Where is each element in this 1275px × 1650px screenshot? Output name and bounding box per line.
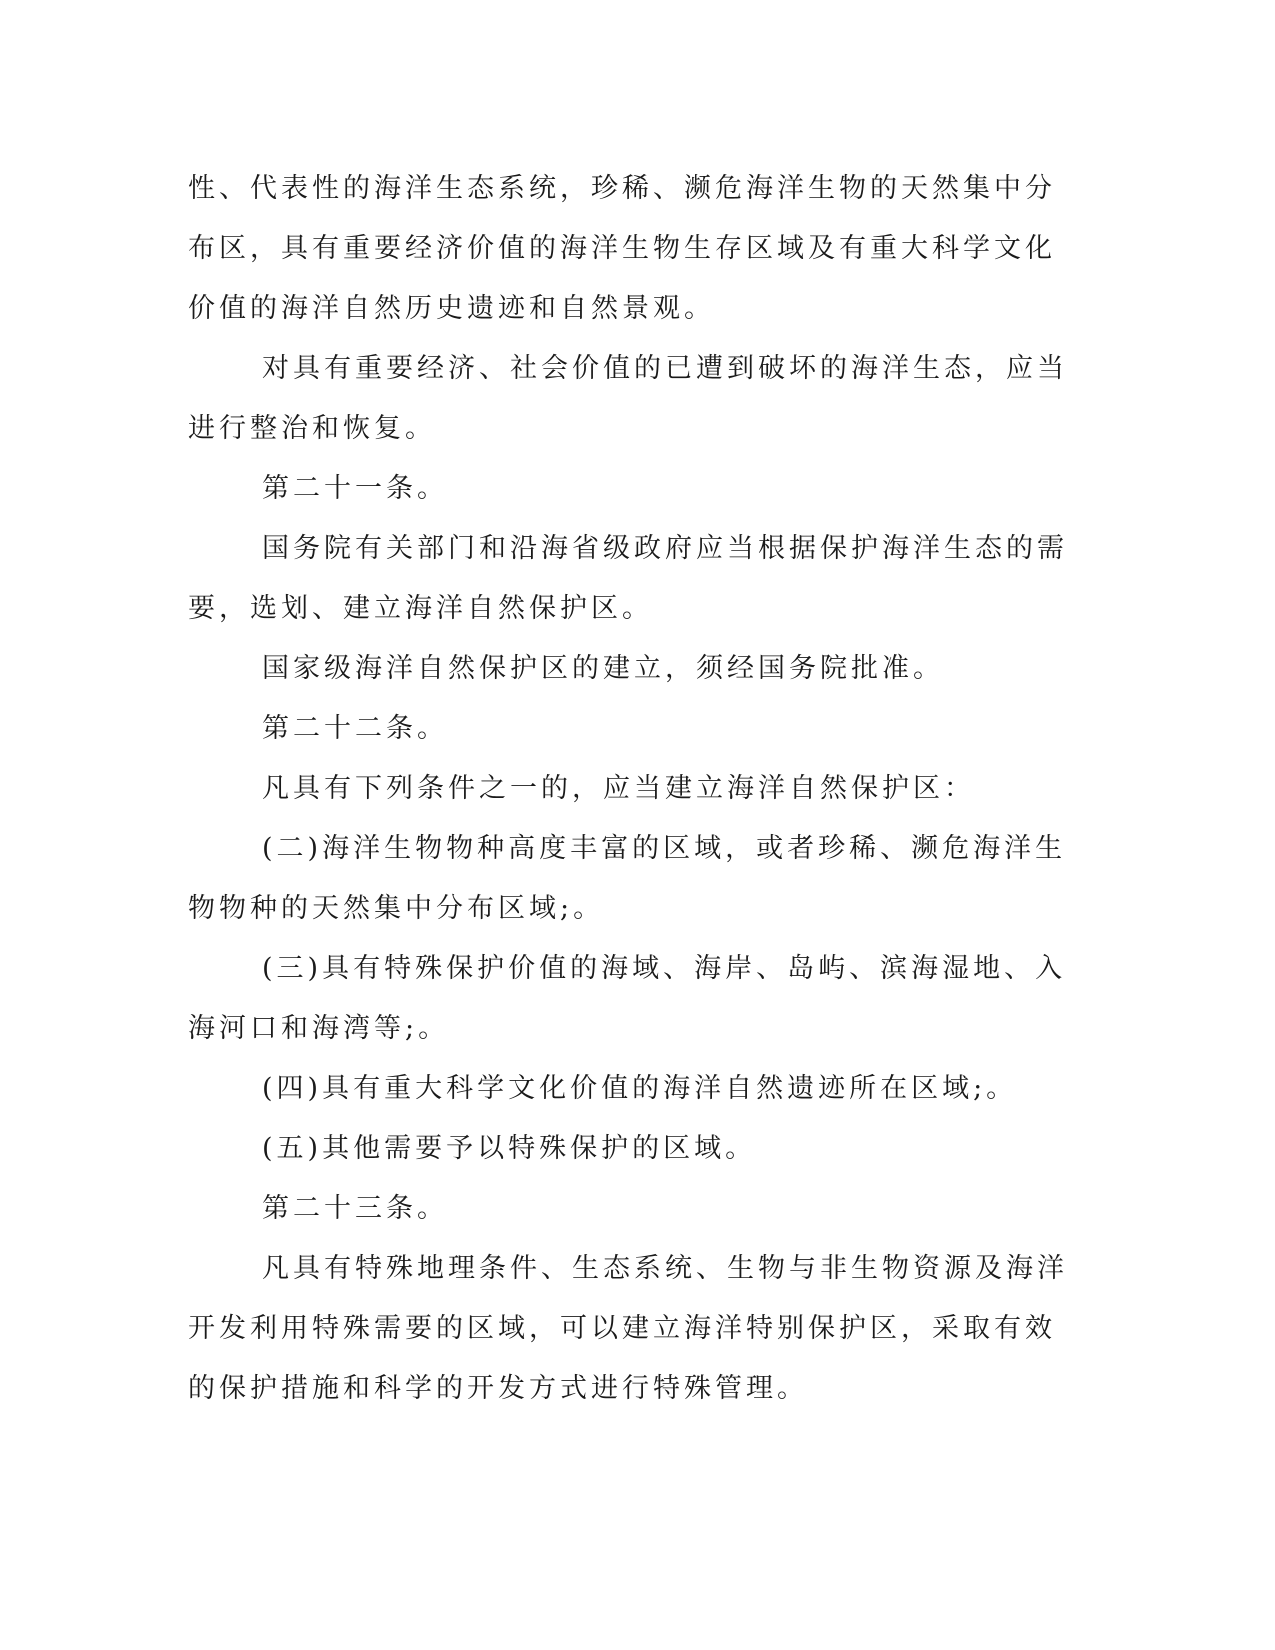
paragraph-article-21-2: 国家级海洋自然保护区的建立，须经国务院批准。 — [262, 653, 944, 684]
paragraph-continuation: 性、代表性的海洋生态系统，珍稀、濒危海洋生物的天然集中分布区，具有重要经济价值的海洋生物生存区域及有重大科学文化价值的海洋自然历史遗迹和自然景观。 — [188, 173, 1056, 324]
list-item-3: (三)具有特殊保护价值的海域、海岸、岛屿、滨海湿地、入海河口和海湾等;。 — [188, 953, 1067, 1044]
article-heading-22: 第二十二条。 — [262, 713, 448, 744]
paragraph-restoration: 对具有重要经济、社会价值的已遭到破坏的海洋生态，应当进行整治和恢复。 — [188, 353, 1068, 444]
document-body — [188, 159, 1068, 1419]
list-item-2: (二)海洋生物物种高度丰富的区域，或者珍稀、濒危海洋生物物种的天然集中分布区域;。 — [188, 833, 1067, 924]
list-item-5: (五)其他需要予以特殊保护的区域。 — [262, 1133, 757, 1164]
article-heading-21: 第二十一条。 — [262, 473, 448, 504]
paragraph-article-22-intro: 凡具有下列条件之一的，应当建立海洋自然保护区： — [262, 773, 975, 804]
paragraph-article-21-1: 国务院有关部门和沿海省级政府应当根据保护海洋生态的需要，选划、建立海洋自然保护区。 — [188, 533, 1068, 624]
list-item-4: (四)具有重大科学文化价值的海洋自然遗迹所在区域;。 — [262, 1073, 1018, 1104]
paragraph-article-23: 凡具有特殊地理条件、生态系统、生物与非生物资源及海洋开发利用特殊需要的区域，可以建立海洋特别保护区，采取有效的保护措施和科学的开发方式进行特殊管理。 — [188, 1253, 1068, 1404]
article-heading-23: 第二十三条。 — [262, 1193, 448, 1224]
